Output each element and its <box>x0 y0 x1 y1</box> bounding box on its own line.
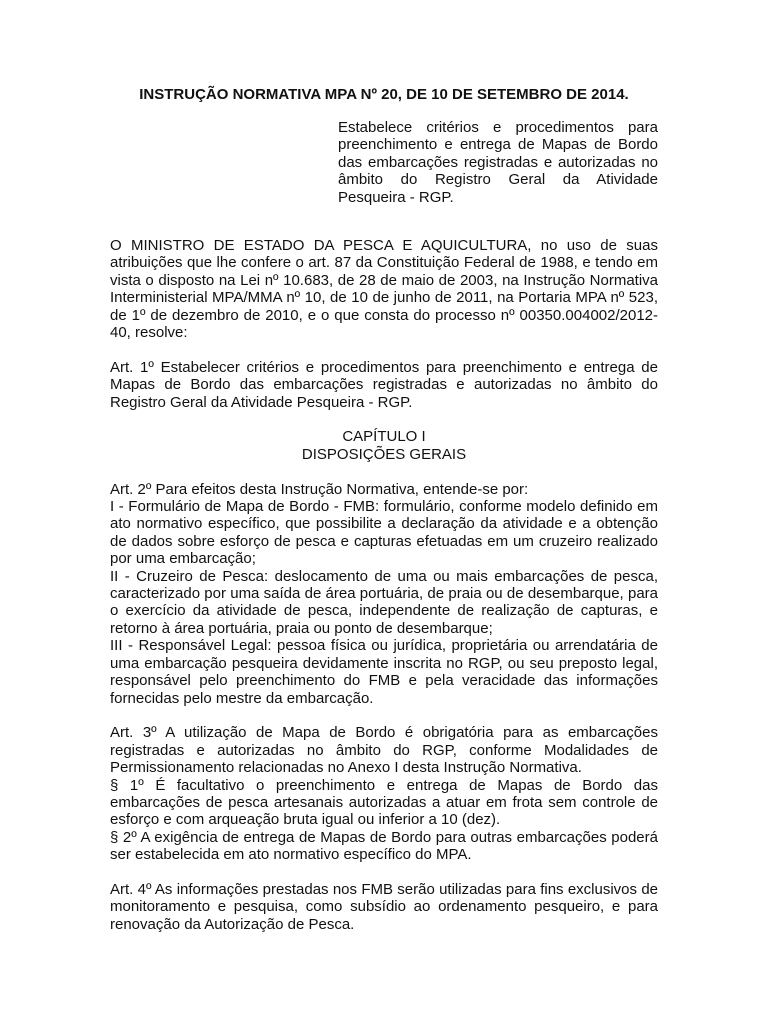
ementa: Estabelece critérios e procedimentos para preenchimento e entrega de Mapas de Bordo das embarcações registradas e autorizadas no âmbito do Registro Geral da Atividade Pesqueira - RGP. <box>338 119 658 206</box>
article-3 <box>110 724 658 863</box>
chapter-number: CAPÍTULO I <box>342 428 426 446</box>
article-2-head: Art. 2º Para efeitos desta Instrução Normativa, entende-se por: <box>110 480 529 498</box>
article-2-item-ii: II - Cruzeiro de Pesca: deslocamento de uma ou mais embarcações de pesca, caracterizado por uma saída de área portuária, de praia ou de desembarque, para o exercício da atividade de pesca, independente de realização de capturas, e retorno à área portuária, praia ou ponto de desembarque; <box>110 567 658 637</box>
article-2-item-i: I - Formulário de Mapa de Bordo - FMB: formulário, conforme modelo definido em ato normativo específico, que possibilite a declaração da atividade e a obtenção de dados sobre esforço de pesca e capturas efetuadas em um cruzeiro realizado por uma embarcação; <box>110 498 658 568</box>
chapter-name: DISPOSIÇÕES GERAIS <box>301 445 467 463</box>
preamble: O MINISTRO DE ESTADO DA PESCA E AQUICULTURA, no uso de suas atribuições que lhe confere o art. 87 da Constituição Federal de 1988, e tendo em vista o disposto na Lei nº 10.683, de 28 de maio de 2003, na Instrução Normativa Interministerial MPA/MMA nº 10, de 10 de junho de 2011, na Portaria MPA nº 523, de 1º de dezembro de 2010, e o que consta do processo nº 00350.004002/2012-40, resolve: <box>110 237 658 342</box>
article-4: Art. 4º As informações prestadas nos FMB serão utilizadas para fins exclusivos de monitoramento e pesquisa, como subsídio ao ordenamento pesqueiro, e para renovação da Autorização de Pesca. <box>110 880 658 933</box>
chapter-heading <box>110 428 658 463</box>
article-3-paragraph-2: § 2º A exigência de entrega de Mapas de Bordo para outras embarcações poderá ser estabelecida em ato normativo específico do MPA. <box>110 828 658 864</box>
document-body <box>110 237 658 951</box>
article-2-item-iii: III - Responsável Legal: pessoa física ou jurídica, proprietária ou arrendatária de uma embarcação pesqueira devidamente inscrita no RGP, ou seu preposto legal, responsável pelo preenchimento do FMB e pela veracidade das informações fornecidas pelo mestre da embarcação. <box>110 637 658 707</box>
document-title: INSTRUÇÃO NORMATIVA MPA Nº 20, DE 10 DE SETEMBRO DE 2014. <box>139 86 629 103</box>
article-3-paragraph-1: § 1º É facultativo o preenchimento e entrega de Mapas de Bordo das embarcações de pesca artesanais autorizadas a atuar em frota sem controle de esforço e com arqueação bruta igual ou inferior a 10 (dez). <box>110 776 658 829</box>
article-2 <box>110 481 658 707</box>
article-3-head: Art. 3º A utilização de Mapa de Bordo é obrigatória para as embarcações registradas e autorizadas no âmbito do RGP, conforme Modalidades de Permissionamento relacionadas no Anexo I desta Instrução Normativa. <box>110 724 658 777</box>
article-1: Art. 1º Estabelecer critérios e procedimentos para preenchimento e entrega de Mapas de Bordo das embarcações registradas e autorizadas no âmbito do Registro Geral da Atividade Pesqueira - RGP. <box>110 358 658 411</box>
